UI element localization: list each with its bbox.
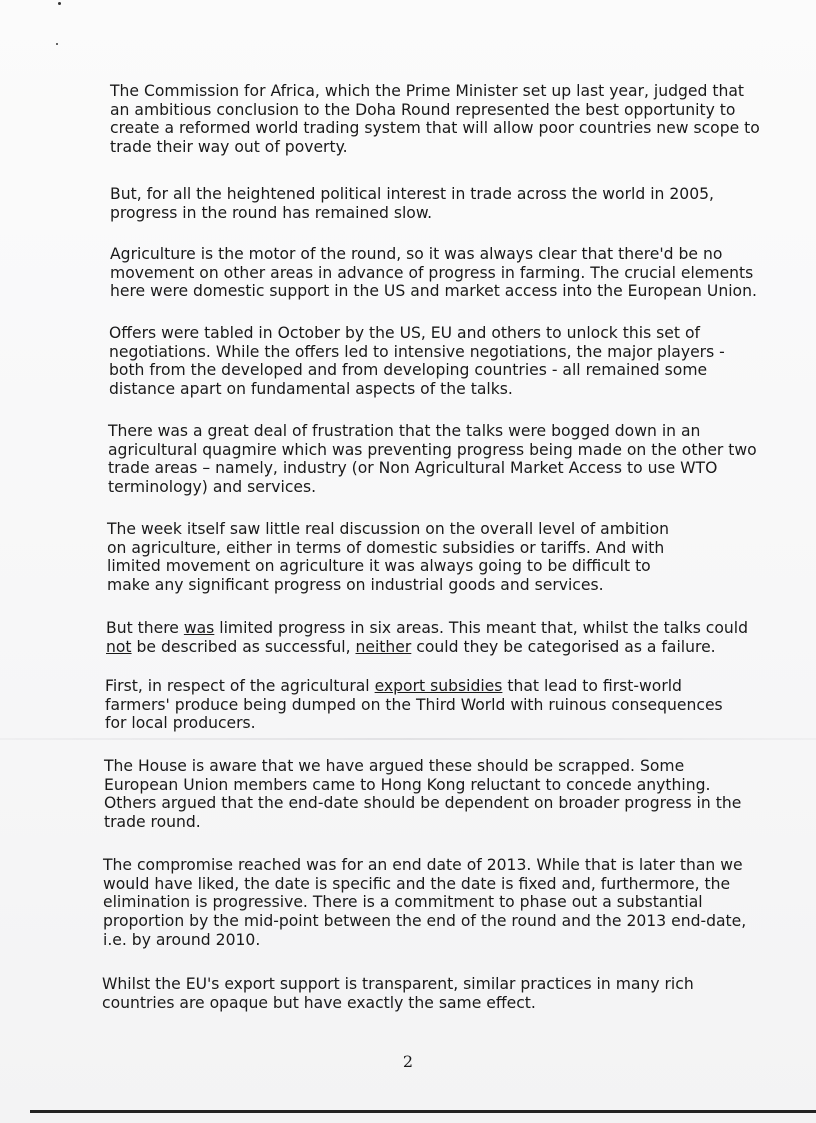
paragraph-house-aware — [104, 757, 756, 832]
text-run: be described as successful, — [131, 637, 356, 656]
paragraph-text: Whilst the EU's export support is transparent, similar practices in many rich countries are opaque but have exactly the same effect. — [102, 975, 694, 1012]
paragraph-offers-tabled — [109, 324, 749, 399]
paragraph-week-itself — [107, 520, 685, 595]
paragraph-text: The Commission for Africa, which the Prime Minister set up last year, judged that an ambitious conclusion to the Doha Round represented the best opportunity to create a reformed world trading system that will allow poor countries new scope to trade their way out of poverty. — [110, 82, 760, 157]
paragraph-export-subsidies — [105, 677, 745, 733]
paragraph-text — [106, 619, 756, 656]
paragraph-agriculture-motor — [110, 245, 765, 301]
scan-speck — [56, 43, 58, 45]
page-number: 2 — [402, 1052, 414, 1071]
paragraph-text: Offers were tabled in October by the US, EU and others to unlock this set of negotiations. While the offers led to intensive negotiations, the major players - both from the developed and from developing countries - all remained some distance apart on fundamental aspects of the talks. — [109, 324, 725, 399]
scan-speck — [58, 2, 61, 5]
page-fold-line — [0, 738, 816, 740]
paragraph-text: There was a great deal of frustration that the talks were bogged down in an agricultural quagmire which was preventing progress being made on the other two trade areas – namely, industry (or Non Agricultural Market Access to use WTO terminology) and services. — [108, 422, 757, 497]
paragraph-text: The week itself saw little real discussion on the overall level of ambition on agriculture, either in terms of domestic subsidies or tariffs. And with limited movement on agriculture it was always going to be difficult to make any significant progress on industrial goods and services. — [107, 520, 670, 595]
paragraph-text — [105, 677, 745, 733]
underlined-text: not — [106, 637, 132, 656]
text-run: that lead to first-world farmers' produce being dumped on the Third World with ruinous consequences for local producers. — [105, 677, 723, 733]
underlined-text: was — [183, 619, 215, 637]
text-run: could they be categorised as a failure. — [411, 637, 716, 656]
text-run: limited progress in six areas. This meant that, whilst the talks could — [214, 619, 749, 637]
text-run: But there — [106, 619, 184, 637]
scan-bottom-edge — [30, 1110, 816, 1113]
paragraph-six-areas — [106, 619, 756, 656]
text-run: First, in respect of the agricultural — [105, 677, 375, 695]
paragraph-text: The House is aware that we have argued these should be scrapped. Some European Union members came to Hong Kong reluctant to concede anything. Others argued that the end-date should be dependent on broader progress in the trade round. — [104, 757, 742, 832]
paragraph-frustration — [108, 422, 760, 497]
paragraph-political-interest — [110, 185, 760, 222]
paragraph-text: Agriculture is the motor of the round, so it was always clear that there'd be no movement on other areas in advance of progress in farming. The crucial elements here were domestic support in the US and market access into the European Union. — [110, 245, 757, 301]
paragraph-commission-for-africa — [110, 82, 765, 157]
paragraph-text: The compromise reached was for an end date of 2013. While that is later than we would have liked, the date is specific and the date is fixed and, furthermore, the elimination is progressive. There is a commitment to phase out a substantial proportion by the mid-point between the end of the round and the 2013 end-date, i.e. by around 2010. — [103, 856, 747, 949]
paragraph-compromise — [103, 856, 751, 950]
underlined-text: neither — [355, 637, 412, 656]
underlined-text: export subsidies — [374, 677, 503, 695]
paragraph-eu-export-support — [102, 975, 757, 1012]
paragraph-text: But, for all the heightened political interest in trade across the world in 2005, progress in the round has remained slow. — [110, 185, 715, 222]
